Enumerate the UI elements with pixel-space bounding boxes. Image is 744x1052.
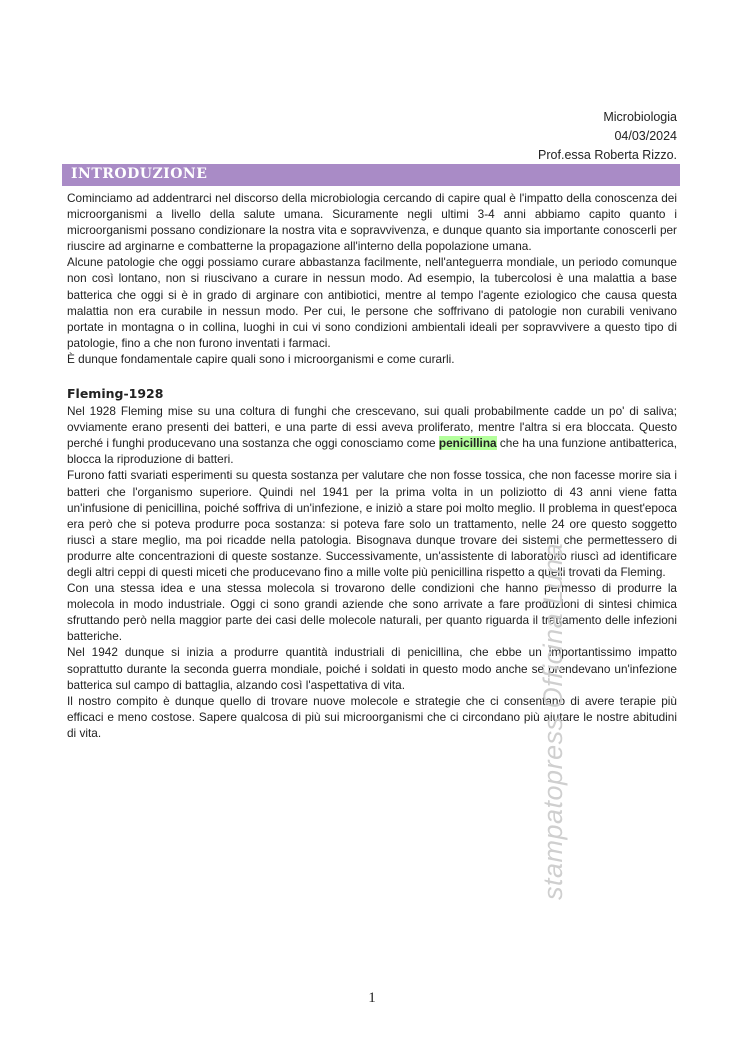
- header-professor: Prof.essa Roberta Rizzo.: [538, 148, 677, 162]
- intro-paragraph: È dunque fondamentale capire quali sono i microorganismi e come curarli.: [67, 351, 455, 366]
- fleming-paragraph: Il nostro compito è dunque quello di trovare nuove molecole e strategie che ci consentano di avere terapie più efficaci e meno costose. Sapere qualcosa di più sui microorganismi che ci circondano più aiutare le nostre abitudini di vita.: [67, 693, 677, 740]
- intro-paragraph: Alcune patologie che oggi possiamo curare abbastanza facilmente, nell'anteguerra mondiale, un periodo comunque non così lontano, non si riuscivano a curare in nessun modo. Ad esempio, la tubercolosi è una malattia a base batterica che oggi si è in grado di arginare con antibiotici, mentre al tempo l'agente eziologico che causa questa malattia non era curabile in nessun modo. Per cui, le persone che soffrivano di patologie non curabili venivano portate in montagna o in collina, luoghi in cui vi sono condizioni ambientali ideali per sopravvivere a questo tipo di patologie, fino a che non furono inventati i farmaci.: [67, 255, 677, 350]
- section-title: INTRODUZIONE: [71, 166, 208, 182]
- fleming-p1-text: Nel 1928 Fleming mise su una coltura di funghi che crescevano, sui quali probabilmente cadde un po' di saliva; ovviamente erano presenti dei batteri, e una parte di essi aveva proliferato, mentre l'altra si era bloccata. Questo perché i funghi producevano una sostanza che oggi conosciamo come: [67, 404, 677, 451]
- page-number: 1: [368, 990, 376, 1006]
- fleming-paragraph: Con una stessa idea e una stessa molecola si trovarono delle condizioni che hanno permesso di produrre la molecola in modo industriale. Oggi ci sono grandi aziende che sono arrivate a fare produzioni di sintesi chimica sfruttando però nella maggior parte dei casi delle molecole naturali, per quanto riguarda il trattamento delle infezioni batteriche.: [67, 581, 677, 644]
- section-heading-bar: [62, 164, 680, 186]
- document-body: [67, 190, 677, 741]
- document-header: [538, 108, 677, 165]
- watermark-text: stampatopress Officina Luna: [538, 542, 568, 900]
- penicillin-highlight: penicillina: [438, 436, 497, 451]
- header-subject: Microbiologia: [603, 110, 677, 124]
- intro-paragraph: Cominciamo ad addentrarci nel discorso della microbiologia cercando di capire qual è l'impatto della conoscenza dei microorganismi a livello della salute umana. Sicuramente negli ultimi 3-4 anni abbiamo capito quanto i microorganismi possano condizionare la nostra vita e sopravvivenza, e dunque quanto sia importante conoscerli per riuscire ad arginarne e combatterne la propagazione all'interno della popolazione umana.: [67, 191, 677, 254]
- fleming-p1-text-end: che ha una funzione antibatterica, blocca la riproduzione di batteri.: [67, 436, 677, 467]
- header-date: 04/03/2024: [614, 129, 677, 143]
- fleming-subtitle: Fleming-1928: [67, 386, 164, 402]
- fleming-paragraph: Nel 1942 dunque si inizia a produrre quantità industriali di penicillina, che ebbe un importantissimo impatto soprattutto durante la seconda guerra mondiale, poiché i soldati in questo modo anche se prendevano un'infezione batterica sul campo di battaglia, alzando così l'aspettativa di vita.: [67, 645, 677, 692]
- fleming-paragraph: [67, 403, 677, 467]
- fleming-paragraph: Furono fatti svariati esperimenti su questa sostanza per valutare che non fosse tossica, che non facesse morire sia i batteri che l'organismo superiore. Quindi nel 1941 per la prima volta in un poliziotto di 43 anni viene fatta un'infusione di penicillina, poiché soffriva di un'infezione, e iniziò a stare poi molto meglio. Il problema in quest'epoca era però che si poteva produrre poca sostanza: si poteva fare solo un trattamento, nelle 24 ore questo soggetto riuscì a stare meglio, ma poi ricadde nella patologia. Bisognava dunque trovare dei sistemi che permettessero di produrre alte concentrazioni di queste sostanze. Successivamente, un'assistente di laboratorio riuscì ad identificare degli altri ceppi di questi miceti che producevano fino a mille volte più penicillina rispetto a quelli trovati da Fleming.: [67, 468, 677, 579]
